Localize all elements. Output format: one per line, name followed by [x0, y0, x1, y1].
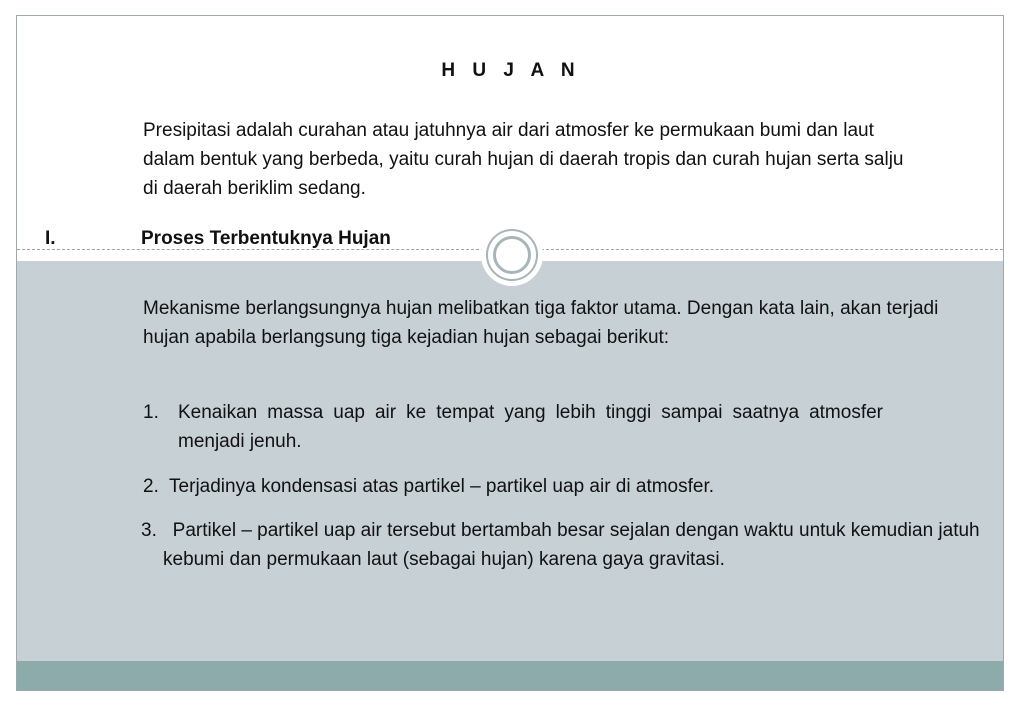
section-heading: Proses Terbentuknya Hujan [141, 228, 391, 249]
list-item-1 [143, 398, 883, 456]
intro-paragraph: Presipitasi adalah curahan atau jatuhnya air dari atmosfer ke permukaan bumi dan laut dalam bentuk yang berbeda, yaitu curah hujan di daerah tropis dan curah hujan serta salju di daerah beriklim sedang. [143, 120, 904, 199]
list-item-text: Kenaikan massa uap air ke tempat yang lebih tinggi sampai saatnya atmosfer menjadi jenuh. [178, 402, 883, 452]
slide [16, 15, 1004, 691]
list-item-2: 2. Terjadinya kondensasi atas partikel – partikel uap air di atmosfer. [143, 476, 715, 497]
list-item-3: 3. Partikel – partikel uap air tersebut bertambah besar sejalan dengan waktu untuk kemudian jatuh kebumi dan permukaan laut (sebagai hujan) karena gaya gravitasi. [141, 520, 985, 570]
slide-title: H U J A N [441, 60, 581, 81]
body-paragraph: Mekanisme berlangsungnya hujan melibatkan tiga faktor utama. Dengan kata lain, akan terjadi hujan apabila berlangsung tiga kejadian hujan sebagai berikut: [143, 298, 939, 348]
section-number: I. [45, 228, 56, 249]
decorative-circle-inner-ring [493, 236, 531, 274]
slide-footer-band [17, 661, 1003, 691]
list-item-number: 1. [143, 402, 159, 423]
